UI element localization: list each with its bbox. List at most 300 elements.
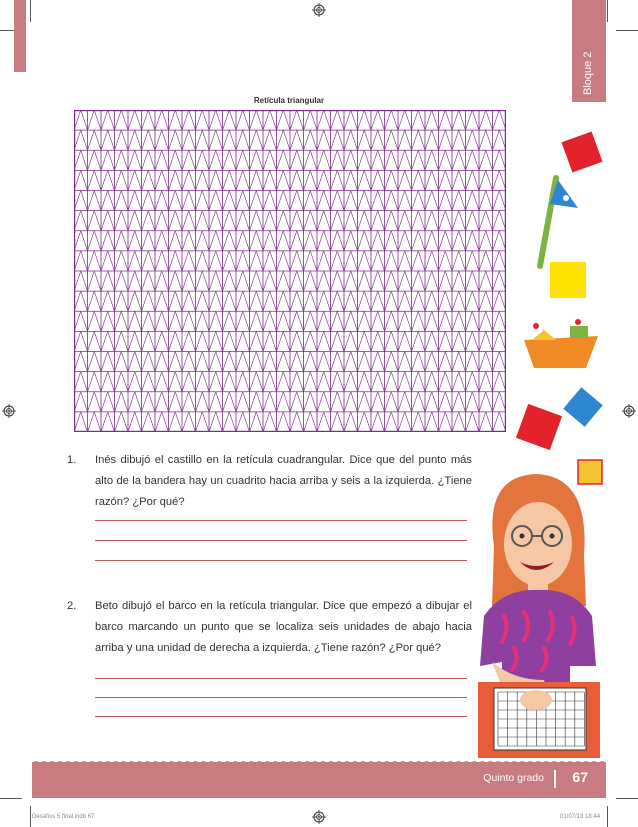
grid-line: [216, 372, 223, 392]
grid-line: [432, 372, 439, 392]
grid-line: [351, 331, 358, 351]
grid-line: [189, 331, 196, 351]
grid-line: [378, 372, 385, 392]
grid-line: [94, 130, 101, 150]
grid-line: [486, 231, 493, 251]
grid-line: [283, 211, 290, 231]
grid-line: [412, 352, 419, 372]
grid-line: [378, 191, 385, 211]
grid-line: [317, 251, 324, 271]
answer-line[interactable]: [95, 716, 467, 717]
grid-line: [459, 211, 466, 231]
grid-line: [250, 352, 257, 372]
grid-line: [216, 191, 223, 211]
grid-line: [196, 372, 203, 392]
grid-line: [351, 150, 358, 170]
grid-line: [155, 352, 162, 372]
grid-line: [472, 331, 479, 351]
grid-line: [378, 130, 385, 150]
grid-line: [169, 392, 176, 412]
grid-line: [391, 130, 398, 150]
grid-line: [162, 251, 169, 271]
grid-line: [378, 150, 385, 170]
grid-line: [317, 191, 324, 211]
girl-illustration: [474, 466, 602, 758]
grid-line: [88, 211, 95, 231]
grid-line: [250, 331, 257, 351]
grid-line: [135, 311, 142, 331]
grid-line: [391, 331, 398, 351]
grid-line: [256, 392, 263, 412]
grid-line: [364, 110, 371, 130]
grid-line: [277, 251, 284, 271]
crop-mark: [30, 0, 31, 22]
grid-line: [452, 392, 459, 412]
grid-line: [405, 331, 412, 351]
grid-line: [209, 231, 216, 251]
grid-line: [115, 170, 122, 190]
grid-line: [236, 412, 243, 432]
grid-line: [479, 392, 486, 412]
grid-line: [175, 352, 182, 372]
grid-line: [432, 331, 439, 351]
grid-line: [472, 392, 479, 412]
grid-line: [398, 130, 405, 150]
grid-line: [472, 130, 479, 150]
grid-line: [425, 110, 432, 130]
grid-line: [310, 211, 317, 231]
grid-line: [479, 191, 486, 211]
grid-line: [459, 191, 466, 211]
grid-line: [209, 331, 216, 351]
grid-line: [398, 271, 405, 291]
grid-line: [155, 251, 162, 271]
grid-line: [128, 110, 135, 130]
grid-line: [162, 110, 169, 130]
grid-line: [270, 372, 277, 392]
grid-line: [290, 110, 297, 130]
grid-line: [128, 130, 135, 150]
grid-line: [452, 372, 459, 392]
grid-line: [223, 352, 230, 372]
grid-line: [142, 331, 149, 351]
grid-line: [94, 291, 101, 311]
grid-line: [223, 191, 230, 211]
grid-line: [439, 311, 446, 331]
grid-line: [142, 352, 149, 372]
grid-line: [121, 372, 128, 392]
grid-line: [223, 271, 230, 291]
grid-line: [94, 191, 101, 211]
grid-line: [371, 311, 378, 331]
grid-line: [223, 110, 230, 130]
grid-line: [385, 291, 392, 311]
grid-line: [459, 392, 466, 412]
grid-line: [425, 352, 432, 372]
grid-line: [459, 352, 466, 372]
grid-line: [472, 211, 479, 231]
grid-line: [398, 110, 405, 130]
grid-line: [317, 372, 324, 392]
grid-line: [115, 412, 122, 432]
grid-line: [229, 110, 236, 130]
grid-line: [391, 251, 398, 271]
grid-line: [452, 110, 459, 130]
grid-line: [243, 331, 250, 351]
grid-line: [486, 211, 493, 231]
grid-line: [115, 191, 122, 211]
grid-line: [337, 372, 344, 392]
grid-line: [135, 291, 142, 311]
grid-line: [479, 372, 486, 392]
grid-line: [142, 211, 149, 231]
grid-line: [155, 231, 162, 251]
grid-line: [439, 412, 446, 432]
grid-line: [142, 130, 149, 150]
grid-line: [351, 211, 358, 231]
grid-line: [351, 130, 358, 150]
grid-line: [378, 211, 385, 231]
answer-line[interactable]: [95, 678, 467, 679]
grid-line: [121, 392, 128, 412]
grid-line: [196, 392, 203, 412]
registration-mark-icon: [622, 404, 636, 418]
grid-line: [108, 110, 115, 130]
grid-line: [216, 271, 223, 291]
question-text: Beto dibujó el barco en la retícula triangular. Dice que empezó a dibujar el barco marcando un punto que se localiza seis unidades de abajo hacia arriba y una unidad de derecha a izquierda. ¿Tiene razón? ¿Por qué?: [95, 600, 472, 654]
grid-line: [182, 130, 189, 150]
grid-line: [128, 271, 135, 291]
grid-line: [310, 331, 317, 351]
grid-line: [115, 211, 122, 231]
grid-line: [135, 130, 142, 150]
grid-line: [432, 412, 439, 432]
grid-line: [229, 191, 236, 211]
grid-line: [243, 110, 250, 130]
grid-line: [479, 150, 486, 170]
grid-line: [229, 271, 236, 291]
grid-line: [412, 251, 419, 271]
grid-line: [196, 331, 203, 351]
grid-line: [250, 231, 257, 251]
grid-line: [250, 110, 257, 130]
grid-line: [452, 271, 459, 291]
grid-line: [256, 352, 263, 372]
grid-line: [405, 412, 412, 432]
yellow-square-icon: [544, 256, 594, 306]
grid-line: [371, 271, 378, 291]
grid-line: [398, 331, 405, 351]
grid-line: [148, 352, 155, 372]
grid-line: [351, 352, 358, 372]
grid-line: [236, 291, 243, 311]
grid-line: [229, 130, 236, 150]
triangular-grid: [74, 110, 506, 432]
grid-line: [108, 191, 115, 211]
grid-line: [94, 231, 101, 251]
grid-line: [378, 170, 385, 190]
grid-line: [277, 211, 284, 231]
grid-line: [94, 251, 101, 271]
grid-line: [148, 392, 155, 412]
grid-line: [182, 372, 189, 392]
grid-line: [432, 231, 439, 251]
grid-line: [115, 352, 122, 372]
grid-line: [425, 392, 432, 412]
grid-line: [94, 211, 101, 231]
grid-line: [243, 271, 250, 291]
grid-line: [115, 130, 122, 150]
grid-line: [277, 352, 284, 372]
grid-line: [317, 110, 324, 130]
grid-line: [385, 130, 392, 150]
grid-line: [466, 412, 473, 432]
grid-line: [155, 150, 162, 170]
grid-line: [182, 331, 189, 351]
grid-line: [466, 311, 473, 331]
grid-line: [250, 392, 257, 412]
grid-line: [344, 331, 351, 351]
grid-line: [432, 392, 439, 412]
answer-line[interactable]: [95, 520, 467, 521]
grid-line: [155, 392, 162, 412]
grid-line: [324, 130, 331, 150]
grid-line: [256, 251, 263, 271]
grid-line: [371, 150, 378, 170]
grid-line: [479, 110, 486, 130]
grid-line: [297, 331, 304, 351]
grid-line: [290, 130, 297, 150]
grid-line: [331, 311, 338, 331]
grid-line: [135, 150, 142, 170]
grid-line: [196, 130, 203, 150]
grid-line: [385, 352, 392, 372]
grid-line: [493, 251, 500, 271]
answer-line[interactable]: [95, 697, 467, 698]
grid-line: [216, 130, 223, 150]
grid-line: [277, 231, 284, 251]
grid-line: [169, 231, 176, 251]
grid-line: [229, 170, 236, 190]
grid-line: [466, 170, 473, 190]
grid-line: [472, 372, 479, 392]
grid-line: [81, 211, 88, 231]
grid-line: [142, 271, 149, 291]
grid-line: [94, 271, 101, 291]
grid-line: [344, 211, 351, 231]
question-text: Inés dibujó el castillo en la retícula cuadrangular. Dice que del punto más alto de la bandera hay un cuadrito hacia arriba y seis a la izquierda. ¿Tiene razón? ¿Por qué?: [95, 454, 472, 508]
grid-line: [263, 251, 270, 271]
grid-line: [418, 291, 425, 311]
grid-line: [196, 291, 203, 311]
grid-line: [270, 231, 277, 251]
grid-line: [486, 372, 493, 392]
grid-line: [439, 392, 446, 412]
grid-line: [290, 311, 297, 331]
grid-line: [432, 352, 439, 372]
grid-line: [425, 251, 432, 271]
grid-line: [391, 271, 398, 291]
grid-line: [385, 231, 392, 251]
grid-line: [425, 130, 432, 150]
question-number: 2.: [67, 600, 77, 612]
grid-line: [364, 231, 371, 251]
grid-line: [189, 170, 196, 190]
grid-line: [189, 392, 196, 412]
grid-line: [88, 231, 95, 251]
grid-line: [256, 110, 263, 130]
grid-line: [108, 412, 115, 432]
grid-line: [135, 412, 142, 432]
grid-line: [88, 291, 95, 311]
grid-line: [101, 191, 108, 211]
grid-line: [229, 412, 236, 432]
grid-line: [371, 352, 378, 372]
grid-line: [162, 392, 169, 412]
grid-line: [135, 170, 142, 190]
grid-line: [486, 271, 493, 291]
grid-line: [142, 110, 149, 130]
registration-mark-icon: [312, 3, 326, 17]
grid-line: [364, 291, 371, 311]
grid-line: [202, 231, 209, 251]
grid-line: [263, 291, 270, 311]
grid-line: [94, 412, 101, 432]
grid-line: [439, 170, 446, 190]
grid-line: [243, 311, 250, 331]
grid-line: [310, 231, 317, 251]
grid-line: [290, 372, 297, 392]
grid-line: [445, 251, 452, 271]
grid-line: [128, 372, 135, 392]
grid-line: [263, 150, 270, 170]
grid-line: [270, 110, 277, 130]
grid-line: [425, 150, 432, 170]
grid-line: [358, 271, 365, 291]
grid-line: [317, 170, 324, 190]
grid-line: [405, 372, 412, 392]
grid-line: [94, 150, 101, 170]
grid-line: [209, 311, 216, 331]
grid-line: [439, 352, 446, 372]
grid-line: [94, 352, 101, 372]
grid-line: [310, 271, 317, 291]
grid-line: [115, 150, 122, 170]
grid-line: [466, 352, 473, 372]
grid-line: [182, 271, 189, 291]
grid-line: [270, 412, 277, 432]
grid-line: [418, 352, 425, 372]
grid-line: [162, 291, 169, 311]
grid-line: [358, 110, 365, 130]
grid-line: [108, 130, 115, 150]
grid-line: [412, 150, 419, 170]
grid-line: [331, 170, 338, 190]
grid-line: [317, 231, 324, 251]
grid-line: [229, 251, 236, 271]
grid-line: [121, 150, 128, 170]
grid-line: [270, 392, 277, 412]
grid-line: [256, 130, 263, 150]
grid-line: [263, 352, 270, 372]
grid-line: [101, 150, 108, 170]
grid-line: [459, 251, 466, 271]
grid-line: [169, 412, 176, 432]
grid-line: [445, 372, 452, 392]
grid-line: [256, 191, 263, 211]
grid-line: [466, 372, 473, 392]
grid-line: [216, 291, 223, 311]
grid-line: [418, 231, 425, 251]
grid-title: Retícula triangular: [253, 96, 325, 105]
grid-line: [283, 150, 290, 170]
grid-line: [223, 150, 230, 170]
grid-line: [101, 211, 108, 231]
grid-line: [209, 130, 216, 150]
grid-line: [196, 311, 203, 331]
grid-line: [297, 311, 304, 331]
grid-line: [324, 191, 331, 211]
grid-line: [128, 352, 135, 372]
grid-line: [479, 271, 486, 291]
grid-line: [486, 331, 493, 351]
grid-line: [236, 372, 243, 392]
grid-line: [169, 352, 176, 372]
grid-line: [425, 291, 432, 311]
blue-square-icon: [560, 384, 606, 430]
grid-line: [385, 412, 392, 432]
grid-line: [142, 191, 149, 211]
grid-line: [182, 352, 189, 372]
grid-line: [337, 191, 344, 211]
grid-line: [283, 170, 290, 190]
grid-line: [459, 110, 466, 130]
grid-line: [148, 271, 155, 291]
grid-line: [189, 191, 196, 211]
grid-line: [297, 170, 304, 190]
grid-line: [101, 331, 108, 351]
grid-line: [229, 392, 236, 412]
grid-line: [344, 392, 351, 412]
grid-line: [175, 251, 182, 271]
grid-line: [398, 372, 405, 392]
grid-line: [304, 150, 311, 170]
grid-line: [432, 130, 439, 150]
grid-line: [344, 291, 351, 311]
grid-line: [216, 352, 223, 372]
grid-line: [175, 271, 182, 291]
grid-line: [196, 150, 203, 170]
grid-line: [175, 372, 182, 392]
crop-mark: [607, 806, 608, 827]
grid-line: [337, 412, 344, 432]
print-slug-right: 01/07/13 18:44: [560, 814, 601, 820]
grid-line: [412, 191, 419, 211]
grid-line: [358, 372, 365, 392]
grid-line: [250, 251, 257, 271]
answer-line[interactable]: [95, 540, 467, 541]
grid-line: [371, 392, 378, 412]
grid-line: [121, 311, 128, 331]
grid-line: [270, 352, 277, 372]
answer-line[interactable]: [95, 560, 467, 561]
crop-mark: [0, 798, 22, 799]
grid-line: [337, 271, 344, 291]
grid-line: [250, 412, 257, 432]
grid-line: [108, 331, 115, 351]
grid-line: [439, 110, 446, 130]
grid-line: [256, 150, 263, 170]
